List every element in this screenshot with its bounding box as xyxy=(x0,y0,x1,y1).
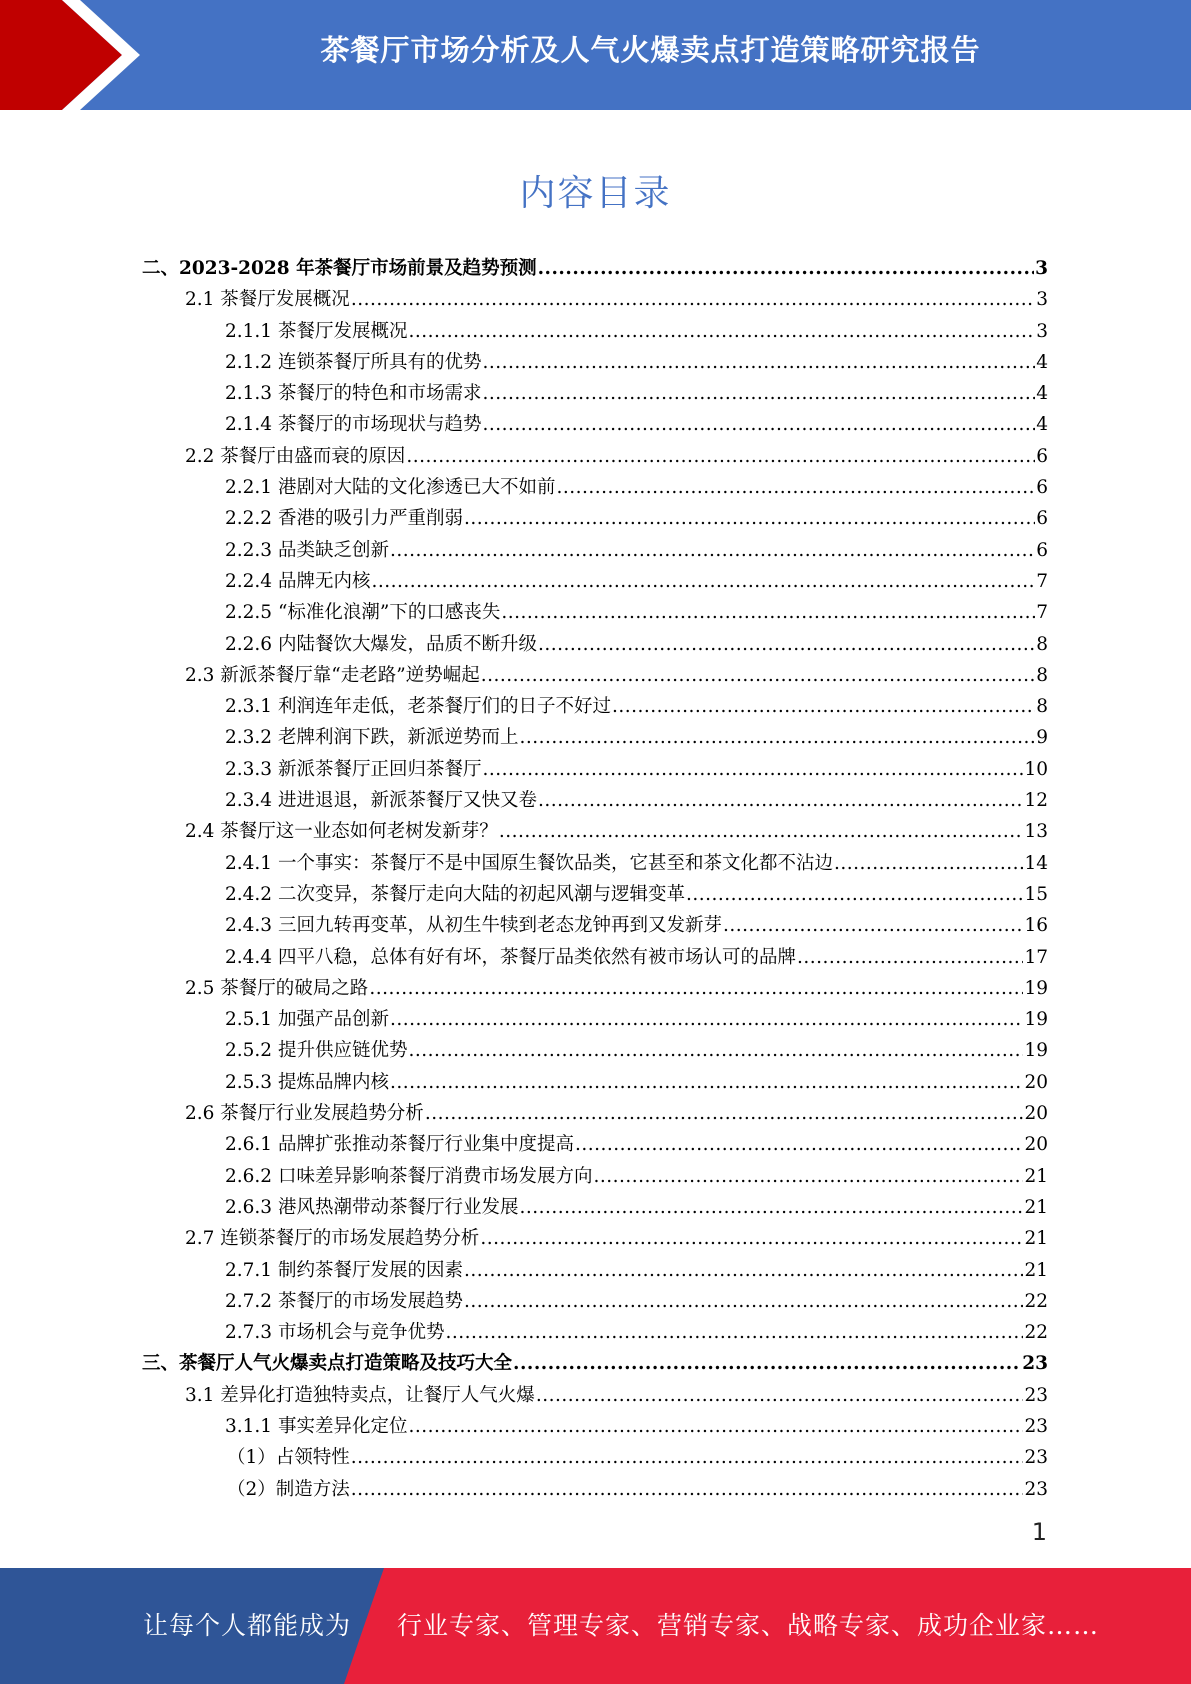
toc-entry-title: 2.6.1 品牌扩张推动茶餐厅行业集中度提高 xyxy=(225,1134,574,1156)
toc-entry-page: 23 xyxy=(1024,1447,1048,1469)
toc-entry[interactable] xyxy=(142,347,1048,378)
toc-entry-title: 2.5.2 提升供应链优势 xyxy=(225,1040,408,1062)
toc-entry[interactable] xyxy=(142,503,1048,534)
toc-entry-page: 17 xyxy=(1024,946,1048,968)
toc-entry-page: 23 xyxy=(1024,1415,1048,1437)
toc-entry[interactable] xyxy=(142,848,1048,879)
toc-entry-title: 2.1.1 茶餐厅发展概况 xyxy=(225,320,408,342)
toc-entry-title: 2.5 茶餐厅的破局之路 xyxy=(185,977,369,999)
toc-entry[interactable] xyxy=(142,1192,1048,1223)
toc-dot-leader xyxy=(723,910,1023,941)
toc-dot-leader xyxy=(408,1035,1023,1066)
toc-dot-leader xyxy=(538,629,1035,660)
toc-heading: 内容目录 xyxy=(519,173,672,214)
toc-entry-title: 2.3.4 进进退退，新派茶餐厅又快又卷 xyxy=(225,790,537,812)
toc-entry-page: 7 xyxy=(1036,602,1048,624)
toc-entry-title: 2.2.2 香港的吸引力严重削弱 xyxy=(225,508,463,530)
toc-dot-leader xyxy=(501,597,1035,628)
toc-entry-page: 6 xyxy=(1036,539,1048,561)
toc-entry-title: （1）占领特性 xyxy=(227,1447,350,1469)
toc-entry-page: 6 xyxy=(1036,477,1048,499)
toc-entry-page: 21 xyxy=(1024,1196,1048,1218)
toc-entry-page: 8 xyxy=(1036,664,1048,686)
toc-entry-title: 2.5.3 提炼品牌内核 xyxy=(225,1071,389,1093)
toc-entry-page: 7 xyxy=(1036,570,1048,592)
footer-slogan-right: 行业专家、管理专家、营销专家、战略专家、成功企业家…… xyxy=(397,1611,1100,1640)
toc-entry-title: 2.2 茶餐厅由盛而衰的原因 xyxy=(185,445,406,467)
table-of-contents xyxy=(142,253,1048,1505)
toc-entry-page: 3 xyxy=(1036,320,1048,342)
toc-entry-title: 2.5.1 加强产品创新 xyxy=(225,1009,389,1031)
toc-entry[interactable] xyxy=(142,378,1048,409)
toc-entry-page: 16 xyxy=(1024,915,1048,937)
toc-entry-title: 2.6 茶餐厅行业发展趋势分析 xyxy=(185,1103,424,1125)
toc-entry-title: 2.3 新派茶餐厅靠“走老路”逆势崛起 xyxy=(185,664,480,686)
toc-entry-title: 2.3.3 新派茶餐厅正回归茶餐厅 xyxy=(225,758,482,780)
toc-entry[interactable] xyxy=(142,1035,1048,1066)
toc-entry-title: 2.1.4 茶餐厅的市场现状与趋势 xyxy=(225,414,482,436)
toc-entry-page: 3 xyxy=(1036,289,1048,311)
toc-dot-leader xyxy=(351,284,1035,315)
toc-entry[interactable] xyxy=(142,660,1048,691)
toc-entry-title: 3.1 差异化打造独特卖点，让餐厅人气火爆 xyxy=(185,1384,535,1406)
toc-dot-leader xyxy=(390,535,1035,566)
toc-entry[interactable] xyxy=(142,879,1048,910)
toc-dot-leader xyxy=(464,1255,1023,1286)
toc-dot-leader xyxy=(408,1411,1023,1442)
toc-entry[interactable] xyxy=(142,1161,1048,1192)
toc-entry-title: 三、茶餐厅人气火爆卖点打造策略及技巧大全 xyxy=(142,1353,513,1375)
toc-entry-title: 2.4.4 四平八稳，总体有好有坏，茶餐厅品类依然有被市场认可的品牌 xyxy=(225,946,796,968)
toc-entry-page: 23 xyxy=(1024,1478,1048,1500)
toc-entry-page: 23 xyxy=(1022,1353,1048,1375)
footer-banner xyxy=(0,1568,1191,1684)
toc-entry-title: 2.7 连锁茶餐厅的市场发展趋势分析 xyxy=(185,1228,480,1250)
toc-entry[interactable] xyxy=(142,316,1048,347)
toc-dot-leader xyxy=(482,409,1035,440)
toc-entry[interactable] xyxy=(142,691,1048,722)
toc-dot-leader xyxy=(513,1348,1021,1379)
toc-dot-leader xyxy=(482,378,1035,409)
toc-entry-page: 4 xyxy=(1036,383,1048,405)
toc-entry[interactable] xyxy=(142,284,1048,315)
toc-entry[interactable] xyxy=(142,566,1048,597)
toc-entry-page: 10 xyxy=(1024,758,1048,780)
toc-entry[interactable] xyxy=(142,1442,1048,1473)
toc-entry-page: 19 xyxy=(1024,977,1048,999)
toc-entry-page: 8 xyxy=(1036,696,1048,718)
toc-entry[interactable] xyxy=(142,754,1048,785)
toc-entry-title: 2.3.1 利润连年走低，老茶餐厅们的日子不好过 xyxy=(225,696,611,718)
toc-entry-page: 19 xyxy=(1024,1009,1048,1031)
toc-entry[interactable] xyxy=(142,441,1048,472)
toc-dot-leader xyxy=(351,1442,1024,1473)
toc-entry-page: 14 xyxy=(1024,852,1048,874)
toc-dot-leader xyxy=(556,472,1035,503)
toc-entry[interactable] xyxy=(142,1286,1048,1317)
toc-entry[interactable] xyxy=(142,472,1048,503)
toc-entry[interactable] xyxy=(142,1098,1048,1129)
toc-entry-title: 2.1.3 茶餐厅的特色和市场需求 xyxy=(225,383,482,405)
toc-dot-leader xyxy=(538,253,1035,284)
toc-entry-title: 2.2.4 品牌无内核 xyxy=(225,570,371,592)
toc-dot-leader xyxy=(612,691,1035,722)
toc-entry-title: 3.1.1 事实差异化定位 xyxy=(225,1415,408,1437)
toc-entry[interactable] xyxy=(142,1474,1048,1505)
toc-dot-leader xyxy=(371,566,1035,597)
toc-entry-page: 3 xyxy=(1035,258,1048,279)
toc-entry-title: 2.7.1 制约茶餐厅发展的因素 xyxy=(225,1259,463,1281)
toc-entry-title: 2.2.1 港剧对大陆的文化渗透已大不如前 xyxy=(225,477,556,499)
toc-entry[interactable] xyxy=(142,253,1048,284)
toc-entry-page: 23 xyxy=(1024,1384,1048,1406)
header-banner xyxy=(0,0,1191,110)
toc-entry-page: 20 xyxy=(1024,1071,1048,1093)
toc-dot-leader xyxy=(369,973,1023,1004)
toc-entry-page: 22 xyxy=(1024,1322,1048,1344)
toc-dot-leader xyxy=(464,1286,1023,1317)
toc-entry-page: 8 xyxy=(1036,633,1048,655)
toc-dot-leader xyxy=(519,1192,1023,1223)
toc-entry-title: （2）制造方法 xyxy=(227,1478,350,1500)
toc-entry-title: 2.2.3 品类缺乏创新 xyxy=(225,539,389,561)
toc-entry-page: 12 xyxy=(1024,790,1048,812)
toc-entry[interactable] xyxy=(142,973,1048,1004)
toc-entry-page: 21 xyxy=(1024,1165,1048,1187)
toc-dot-leader xyxy=(481,660,1036,691)
toc-dot-leader xyxy=(686,879,1023,910)
toc-entry[interactable] xyxy=(142,1380,1048,1411)
toc-dot-leader xyxy=(406,441,1035,472)
toc-dot-leader xyxy=(390,1067,1023,1098)
page-number: 1 xyxy=(1031,1518,1047,1546)
toc-dot-leader xyxy=(834,848,1023,879)
toc-entry-title: 2.1 茶餐厅发展概况 xyxy=(185,289,350,311)
toc-entry-page: 21 xyxy=(1024,1228,1048,1250)
toc-entry-title: 2.6.3 港风热潮带动茶餐厅行业发展 xyxy=(225,1196,519,1218)
toc-entry-title: 2.2.6 内陆餐饮大爆发，品质不断升级 xyxy=(225,633,537,655)
toc-entry[interactable] xyxy=(142,535,1048,566)
toc-entry-title: 2.7.3 市场机会与竞争优势 xyxy=(225,1322,445,1344)
toc-dot-leader xyxy=(519,722,1035,753)
toc-entry-page: 15 xyxy=(1024,883,1048,905)
toc-entry-title: 2.4.2 二次变异，茶餐厅走向大陆的初起风潮与逻辑变革 xyxy=(225,883,685,905)
toc-entry-title: 二、2023-2028 年茶餐厅市场前景及趋势预测 xyxy=(142,258,537,279)
toc-entry[interactable] xyxy=(142,629,1048,660)
toc-entry-title: 2.4 茶餐厅这一业态如何老树发新芽？ xyxy=(185,821,498,843)
toc-entry-page: 6 xyxy=(1036,445,1048,467)
toc-entry[interactable] xyxy=(142,1411,1048,1442)
header-arrow-decoration xyxy=(0,0,160,110)
toc-entry-title: 2.6.2 口味差异影响茶餐厅消费市场发展方向 xyxy=(225,1165,593,1187)
toc-entry-page: 4 xyxy=(1036,351,1048,373)
toc-dot-leader xyxy=(351,1474,1024,1505)
toc-entry-title: 2.7.2 茶餐厅的市场发展趋势 xyxy=(225,1290,463,1312)
toc-entry[interactable] xyxy=(142,1129,1048,1160)
toc-dot-leader xyxy=(593,1161,1023,1192)
toc-entry[interactable] xyxy=(142,1223,1048,1254)
toc-entry[interactable] xyxy=(142,910,1048,941)
toc-dot-leader xyxy=(482,347,1035,378)
toc-entry-page: 22 xyxy=(1024,1290,1048,1312)
toc-dot-leader xyxy=(464,503,1035,534)
toc-entry-title: 2.2.5 “标准化浪潮”下的口感丧失 xyxy=(225,602,501,624)
toc-dot-leader xyxy=(408,316,1035,347)
toc-dot-leader xyxy=(536,1380,1024,1411)
toc-entry-page: 19 xyxy=(1024,1040,1048,1062)
toc-entry[interactable] xyxy=(142,942,1048,973)
toc-entry[interactable] xyxy=(142,409,1048,440)
toc-entry[interactable] xyxy=(142,597,1048,628)
footer-slogan-left: 让每个人都能成为 xyxy=(143,1611,352,1640)
toc-dot-leader xyxy=(482,754,1023,785)
toc-entry[interactable] xyxy=(142,816,1048,847)
toc-entry[interactable] xyxy=(142,1348,1048,1379)
toc-entry[interactable] xyxy=(142,1067,1048,1098)
toc-entry-title: 2.4.1 一个事实：茶餐厅不是中国原生餐饮品类，它甚至和茶文化都不沾边 xyxy=(225,852,833,874)
toc-dot-leader xyxy=(797,942,1023,973)
toc-entry[interactable] xyxy=(142,1317,1048,1348)
toc-entry-page: 6 xyxy=(1036,508,1048,530)
report-title: 茶餐厅市场分析及人气火爆卖点打造策略研究报告 xyxy=(320,33,981,67)
toc-entry[interactable] xyxy=(142,1004,1048,1035)
toc-entry[interactable] xyxy=(142,1255,1048,1286)
toc-entry-title: 2.4.3 三回九转再变革，从初生牛犊到老态龙钟再到又发新芽 xyxy=(225,915,722,937)
toc-dot-leader xyxy=(425,1098,1024,1129)
toc-entry[interactable] xyxy=(142,785,1048,816)
toc-dot-leader xyxy=(575,1129,1023,1160)
toc-dot-leader xyxy=(390,1004,1023,1035)
toc-entry-title: 2.3.2 老牌利润下跌，新派逆势而上 xyxy=(225,727,519,749)
toc-entry-page: 4 xyxy=(1036,414,1048,436)
toc-entry-page: 20 xyxy=(1024,1103,1048,1125)
toc-dot-leader xyxy=(480,1223,1023,1254)
toc-entry-page: 20 xyxy=(1024,1134,1048,1156)
toc-entry-page: 9 xyxy=(1036,727,1048,749)
toc-entry-page: 21 xyxy=(1024,1259,1048,1281)
toc-dot-leader xyxy=(499,816,1024,847)
toc-entry-title: 2.1.2 连锁茶餐厅所具有的优势 xyxy=(225,351,482,373)
toc-dot-leader xyxy=(538,785,1023,816)
toc-dot-leader xyxy=(445,1317,1023,1348)
toc-entry[interactable] xyxy=(142,722,1048,753)
toc-entry-page: 13 xyxy=(1024,821,1048,843)
